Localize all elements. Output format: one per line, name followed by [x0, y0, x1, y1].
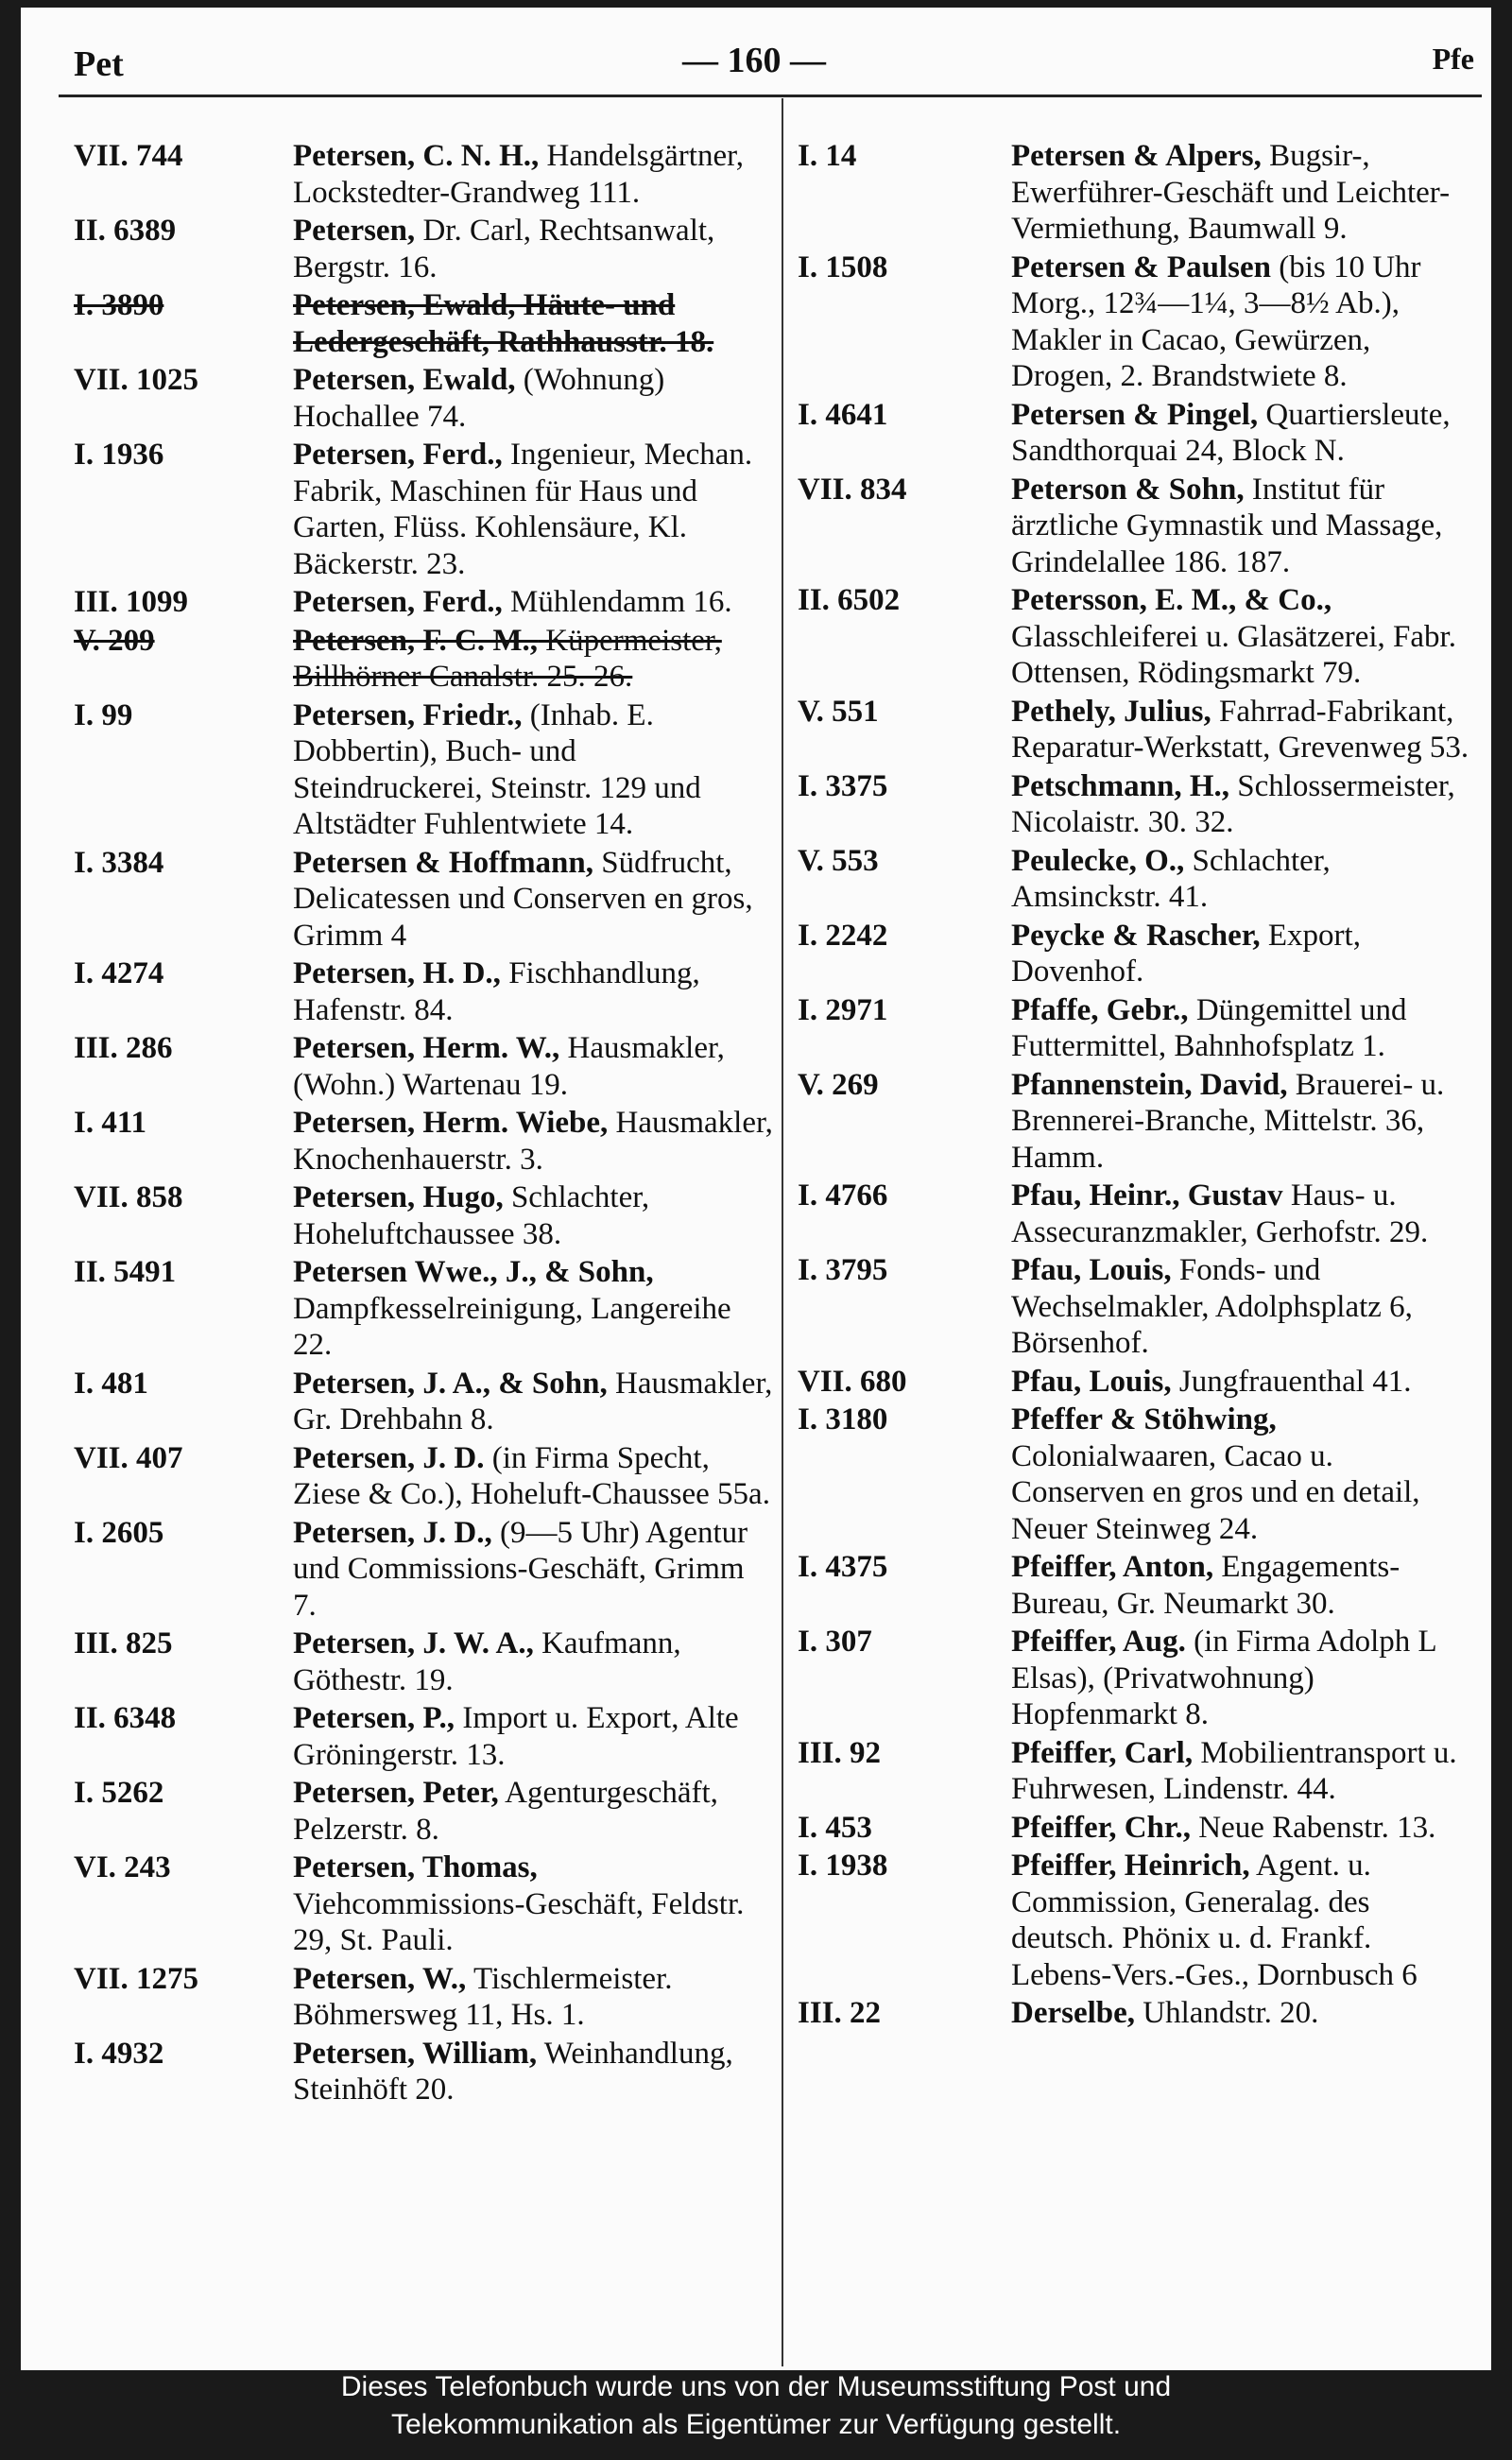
phone-number: I. 3384	[74, 845, 164, 880]
entry-text	[293, 1515, 773, 1625]
phone-number: II. 6389	[74, 214, 177, 248]
subscriber-name: Pfeiffer, Chr.,	[1011, 1810, 1192, 1845]
entry-text	[293, 623, 773, 696]
phone-number: VII. 1025	[74, 363, 199, 397]
entry-text	[1011, 582, 1474, 692]
entry-details: Agenturgeschäft, Pelzerstr. 8.	[293, 1776, 718, 1847]
directory-entry	[798, 472, 1474, 581]
entry-text	[293, 1440, 773, 1513]
phone-number: I. 4932	[74, 2036, 164, 2071]
directory-entry	[74, 1626, 773, 1698]
subscriber-name: Petersen, Ewald, Häute- und Ledergeschäft, Rathhausstr. 18.	[293, 288, 714, 359]
entry-text	[293, 584, 773, 621]
entry-details: Handelsgärtner, Lockstedter-Grandweg 111.	[293, 139, 745, 210]
entry-details: Colonialwaaren, Cacao u. Conserven en gros und en detail, Neuer Steinweg 24.	[1011, 1438, 1420, 1546]
subscriber-name: Pfannenstein, David,	[1011, 1067, 1288, 1102]
entry-text	[293, 845, 773, 955]
subscriber-name: Petschmann, H.,	[1011, 768, 1229, 803]
entry-text	[1011, 843, 1474, 916]
entry-details: Hausmakler, (Wohn.) Wartenau 19.	[293, 1031, 725, 1102]
entry-text	[1011, 138, 1474, 248]
directory-entry	[798, 138, 1474, 248]
entry-text	[293, 697, 773, 843]
phone-number: V. 551	[798, 694, 879, 729]
entry-details: (Wohnung) Hochallee 74.	[293, 363, 665, 434]
entry-text	[293, 287, 773, 360]
phone-number: I. 2971	[798, 992, 888, 1027]
entry-text	[1011, 1067, 1474, 1177]
subscriber-name: Petersen, Ferd.,	[293, 438, 503, 472]
directory-entry	[798, 397, 1474, 470]
subscriber-name: Petersen, C. N. H.,	[293, 139, 540, 173]
subscriber-name: Petersen, Hugo,	[293, 1180, 504, 1214]
entry-details: Dr. Carl, Rechtsanwalt, Bergstr. 16.	[293, 214, 715, 284]
entry-details: Viehcommissions-Geschäft, Feldstr. 29, St. Pauli.	[293, 1886, 745, 1957]
entry-details: Küpermeister, Billhörner Canalstr. 25. 26.	[293, 623, 722, 694]
entry-text	[1011, 1549, 1474, 1622]
entry-details: Kaufmann, Göthestr. 19.	[293, 1626, 681, 1697]
subscriber-name: Pfaffe, Gebr.,	[1011, 992, 1189, 1027]
left-column	[74, 138, 773, 2110]
subscriber-name: Petersen, Peter,	[293, 1776, 499, 1810]
entry-text	[293, 138, 773, 211]
directory-entry	[798, 768, 1474, 841]
subscriber-name: Pfeiffer, Aug.	[1011, 1625, 1186, 1659]
directory-entry	[74, 2036, 773, 2108]
entry-text	[1011, 768, 1474, 841]
subscriber-name: Petersen, Herm. Wiebe,	[293, 1106, 609, 1140]
entry-text	[1011, 1810, 1474, 1847]
subscriber-name: Petersen & Paulsen	[1011, 249, 1271, 284]
directory-entry	[74, 1030, 773, 1103]
phone-number: V. 209	[74, 623, 155, 658]
directory-entry	[798, 1624, 1474, 1733]
directory-entry	[798, 1067, 1474, 1177]
subscriber-name: Petersen, W.,	[293, 1961, 467, 1996]
subscriber-name: Petersen, Herm. W.,	[293, 1031, 560, 1065]
phone-number: I. 1936	[74, 438, 164, 472]
subscriber-name: Peycke & Rascher,	[1011, 918, 1261, 953]
right-column	[798, 138, 1474, 2034]
phone-number: VI. 243	[74, 1850, 171, 1884]
directory-entry	[74, 1254, 773, 1364]
subscriber-name: Petersen,	[293, 214, 416, 248]
directory-entry	[74, 955, 773, 1028]
entry-text	[1011, 1624, 1474, 1733]
entry-text	[1011, 397, 1474, 470]
phone-number: I. 4375	[798, 1550, 888, 1584]
entry-details: Ingenieur, Mechan. Fabrik, Maschinen für Haus und Garten, Flüss. Kohlensäure, Kl. Bäckerstr. 23.	[293, 438, 753, 581]
phone-number: I. 5262	[74, 1776, 164, 1810]
entry-details: Schlossermeister, Nicolaistr. 30. 32.	[1011, 768, 1455, 839]
phone-number: I. 2605	[74, 1515, 164, 1550]
subscriber-name: Petersen, J. D.	[293, 1440, 485, 1475]
entry-text	[1011, 472, 1474, 581]
subscriber-name: Peterson & Sohn,	[1011, 472, 1245, 507]
entry-details: Fischhandlung, Hafenstr. 84.	[293, 956, 700, 1027]
subscriber-name: Pfeffer & Stöhwing,	[1011, 1402, 1277, 1436]
subscriber-name: Petersen, F. C. M.,	[293, 623, 539, 658]
entry-text	[293, 1775, 773, 1848]
directory-entry	[74, 623, 773, 696]
phone-number: VII. 1275	[74, 1961, 199, 1996]
directory-entry	[74, 362, 773, 435]
subscriber-name: Peulecke, O.,	[1011, 843, 1185, 878]
directory-entry	[798, 582, 1474, 692]
directory-entry	[74, 1515, 773, 1625]
entry-text	[293, 1961, 773, 2034]
phone-number: VII. 407	[74, 1440, 183, 1475]
entry-details: Düngemittel und Futtermittel, Bahnhofsplatz 1.	[1011, 992, 1407, 1063]
entry-details: Schlachter, Amsinckstr. 41.	[1011, 843, 1331, 914]
entry-details: Uhlandstr. 20.	[1135, 1996, 1319, 2030]
entry-details: (bis 10 Uhr Morg., 12¾—1¼, 3—8½ Ab.), Makler in Cacao, Gewürzen, Drogen, 2. Brandstwiete 8.	[1011, 249, 1421, 393]
phone-number: V. 553	[798, 843, 879, 878]
directory-entry	[74, 138, 773, 211]
entry-details: Glasschleiferei u. Glasätzerei, Fabr. Ottensen, Rödingsmarkt 79.	[1011, 619, 1456, 690]
directory-entry	[74, 1775, 773, 1848]
subscriber-name: Petersen Wwe., J., & Sohn,	[293, 1255, 654, 1289]
entry-text	[1011, 1848, 1474, 1993]
entry-text	[1011, 1735, 1474, 1808]
entry-text	[293, 1179, 773, 1252]
entry-text	[1011, 1402, 1474, 1547]
entry-details: Fonds- und Wechselmakler, Adolphsplatz 6, Börsenhof.	[1011, 1253, 1413, 1360]
entry-details: Institut für ärztliche Gymnastik und Massage, Grindelallee 186. 187.	[1011, 472, 1443, 579]
entry-details: Import u. Export, Alte Gröningerstr. 13.	[293, 1701, 739, 1772]
phone-number: VII. 744	[74, 139, 183, 173]
entry-details: Export, Dovenhof.	[1011, 918, 1361, 989]
entry-details: Tischlermeister. Böhmersweg 11, Hs. 1.	[293, 1961, 673, 2032]
entry-details: Hausmakler, Knochenhauerstr. 3.	[293, 1106, 773, 1177]
directory-entry	[798, 1178, 1474, 1250]
directory-entry	[798, 249, 1474, 395]
directory-entry	[798, 1810, 1474, 1847]
directory-entry	[798, 1735, 1474, 1808]
directory-entry	[798, 1402, 1474, 1547]
directory-entry	[74, 1700, 773, 1773]
phone-number: I. 3375	[798, 768, 888, 803]
phone-number: I. 1508	[798, 249, 888, 284]
page-header	[21, 32, 1491, 89]
directory-entry	[798, 918, 1474, 990]
phone-number: I. 1938	[798, 1849, 888, 1883]
phone-number: V. 269	[798, 1067, 879, 1102]
entry-details: Quartiersleute, Sandthorquai 24, Block N.	[1011, 397, 1451, 468]
directory-entry	[74, 287, 773, 360]
entry-text	[293, 2036, 773, 2108]
directory-entry	[74, 697, 773, 843]
directory-entry	[798, 1252, 1474, 1362]
footer-notice	[0, 2368, 1512, 2453]
directory-entry	[74, 845, 773, 955]
phone-number: I. 411	[74, 1106, 147, 1140]
subscriber-name: Petersen & Pingel,	[1011, 397, 1259, 432]
subscriber-name: Petersen, Ewald,	[293, 363, 516, 397]
entry-text	[293, 213, 773, 285]
subscriber-name: Petersen, Friedr.,	[293, 697, 523, 732]
entry-text	[1011, 249, 1474, 395]
directory-entry	[74, 213, 773, 285]
phone-number: I. 307	[798, 1625, 872, 1659]
entry-details: Mobilientransport u. Fuhrwesen, Lindenstr. 44.	[1011, 1735, 1457, 1806]
subscriber-name: Pfau, Heinr., Gustav	[1011, 1178, 1283, 1213]
entry-text	[293, 1849, 773, 1959]
subscriber-name: Pethely, Julius,	[1011, 694, 1211, 729]
entry-details: Hausmakler, Gr. Drehbahn 8.	[293, 1366, 773, 1436]
entry-details: Bugsir-, Ewerführer-Geschäft und Leichter-Vermiethung, Baumwall 9.	[1011, 139, 1451, 246]
entry-text	[1011, 1178, 1474, 1250]
phone-number: I. 481	[74, 1366, 148, 1401]
phone-number: II. 6502	[798, 583, 901, 617]
phone-number: VII. 680	[798, 1364, 907, 1399]
directory-entry	[798, 1364, 1474, 1401]
phone-number: III. 22	[798, 1996, 882, 2030]
subscriber-name: Derselbe,	[1011, 1996, 1136, 2030]
column-divider	[782, 98, 783, 2366]
phone-number: I. 2242	[798, 918, 888, 953]
phone-number: I. 453	[798, 1810, 872, 1845]
directory-entry	[798, 694, 1474, 766]
phone-number: I. 4274	[74, 956, 164, 990]
subscriber-name: Pfeiffer, Heinrich,	[1011, 1849, 1250, 1883]
footer-line-2: Telekommunikation als Eigentümer zur Verfügung gestellt.	[390, 2409, 1122, 2440]
subscriber-name: Pfeiffer, Carl,	[1011, 1735, 1194, 1770]
subscriber-name: Petersen, J. D.,	[293, 1515, 492, 1550]
subscriber-name: Pfau, Louis,	[1011, 1253, 1172, 1287]
entry-details: (9—5 Uhr) Agentur und Commissions-Geschäft, Grimm 7.	[293, 1515, 748, 1623]
directory-entry	[74, 1440, 773, 1513]
entry-text	[1011, 992, 1474, 1065]
phone-number: II. 6348	[74, 1701, 177, 1735]
subscriber-name: Petersen, P.,	[293, 1701, 455, 1735]
phone-number: VII. 834	[798, 472, 907, 507]
header-rule	[59, 95, 1482, 97]
subscriber-name: Petersen, Ferd.,	[293, 585, 503, 619]
subscriber-name: Petersen, H. D.,	[293, 956, 501, 990]
entry-text	[1011, 1364, 1474, 1401]
entry-text	[293, 955, 773, 1028]
directory-entry	[798, 1549, 1474, 1622]
entry-text	[1011, 918, 1474, 990]
subscriber-name: Pfau, Louis,	[1011, 1364, 1172, 1399]
phone-number: I. 4641	[798, 397, 888, 432]
phone-number: I. 14	[798, 139, 857, 173]
directory-entry	[74, 1179, 773, 1252]
entry-text	[1011, 694, 1474, 766]
subscriber-name: Petersson, E. M., & Co.,	[1011, 583, 1332, 617]
directory-entry	[74, 1105, 773, 1178]
entry-details: Dampfkesselreinigung, Langereihe 22.	[293, 1291, 731, 1362]
entry-details: Mühlendamm 16.	[502, 585, 732, 619]
entry-details: Fahrrad-Fabrikant, Reparatur-Werkstatt, Grevenweg 53.	[1011, 694, 1469, 765]
header-right-keyword: Pfe	[1432, 42, 1474, 76]
entry-text	[293, 1254, 773, 1364]
entry-text	[1011, 1995, 1474, 2032]
phone-number: I. 4766	[798, 1178, 888, 1213]
entry-details: Brauerei- u. Brennerei-Branche, Mittelstr. 36, Hamm.	[1011, 1067, 1445, 1175]
phone-number: III. 286	[74, 1031, 173, 1065]
directory-entry	[798, 1995, 1474, 2032]
entry-details: Schlachter, Hoheluftchaussee 38.	[293, 1180, 650, 1251]
directory-page	[21, 8, 1491, 2370]
entry-details: Südfrucht, Delicatessen und Conserven en gros, Grimm 4	[293, 845, 753, 953]
entry-details: Weinhandlung, Steinhöft 20.	[293, 2036, 733, 2107]
phone-number: III. 825	[74, 1626, 173, 1660]
header-left-keyword: Pet	[74, 44, 124, 84]
subscriber-name: Petersen, William,	[293, 2036, 538, 2071]
subscriber-name: Pfeiffer, Anton,	[1011, 1550, 1214, 1584]
entry-text	[293, 362, 773, 435]
phone-number: III. 92	[798, 1735, 882, 1770]
directory-entry	[798, 992, 1474, 1065]
subscriber-name: Petersen, J. A., & Sohn,	[293, 1366, 608, 1401]
phone-number: II. 5491	[74, 1255, 177, 1289]
entry-details: Haus- u. Assecuranzmakler, Gerhofstr. 29.	[1011, 1178, 1429, 1249]
entry-text	[1011, 1252, 1474, 1362]
entry-details: (Inhab. E. Dobbertin), Buch- und Steindruckerei, Steinstr. 129 und Altstädter Fuhlentwiete 14.	[293, 697, 701, 841]
entry-details: Engagements-Bureau, Gr. Neumarkt 30.	[1011, 1550, 1400, 1621]
subscriber-name: Petersen & Hoffmann,	[293, 845, 594, 880]
phone-number: I. 3180	[798, 1402, 888, 1436]
entry-text	[293, 1030, 773, 1103]
entry-details: Neue Rabenstr. 13.	[1191, 1810, 1436, 1845]
entry-details: (in Firma Specht, Ziese & Co.), Hoheluft-Chaussee 55a.	[293, 1440, 770, 1511]
entry-details: Jungfrauenthal 41.	[1171, 1364, 1412, 1399]
phone-number: I. 3795	[798, 1253, 888, 1287]
directory-entry	[798, 1848, 1474, 1993]
phone-number: I. 3890	[74, 288, 164, 322]
footer-line-1: Dieses Telefonbuch wurde uns von der Museumsstiftung Post und	[340, 2371, 1172, 2402]
directory-entry	[74, 1961, 773, 2034]
phone-number: VII. 858	[74, 1180, 183, 1214]
directory-entry	[74, 584, 773, 621]
entry-details: Agent. u. Commission, Generalag. des deutsch. Phönix u. d. Frankf. Lebens-Vers.-Ges., Dornbusch 6	[1011, 1849, 1418, 1992]
subscriber-name: Petersen & Alpers,	[1011, 139, 1262, 173]
directory-entry	[798, 843, 1474, 916]
entry-details: (in Firma Adolph L Elsas), (Privatwohnung) Hopfenmarkt 8.	[1011, 1625, 1436, 1731]
entry-text	[293, 1626, 773, 1698]
subscriber-name: Petersen, Thomas,	[293, 1850, 538, 1884]
phone-number: I. 99	[74, 697, 133, 732]
entry-text	[293, 1366, 773, 1438]
entry-text	[293, 437, 773, 582]
directory-entry	[74, 1849, 773, 1959]
directory-entry	[74, 437, 773, 582]
subscriber-name: Petersen, J. W. A.,	[293, 1626, 534, 1660]
phone-number: III. 1099	[74, 585, 189, 619]
directory-entry	[74, 1366, 773, 1438]
entry-text	[293, 1700, 773, 1773]
page-number: — 160 —	[682, 41, 826, 80]
entry-text	[293, 1105, 773, 1178]
